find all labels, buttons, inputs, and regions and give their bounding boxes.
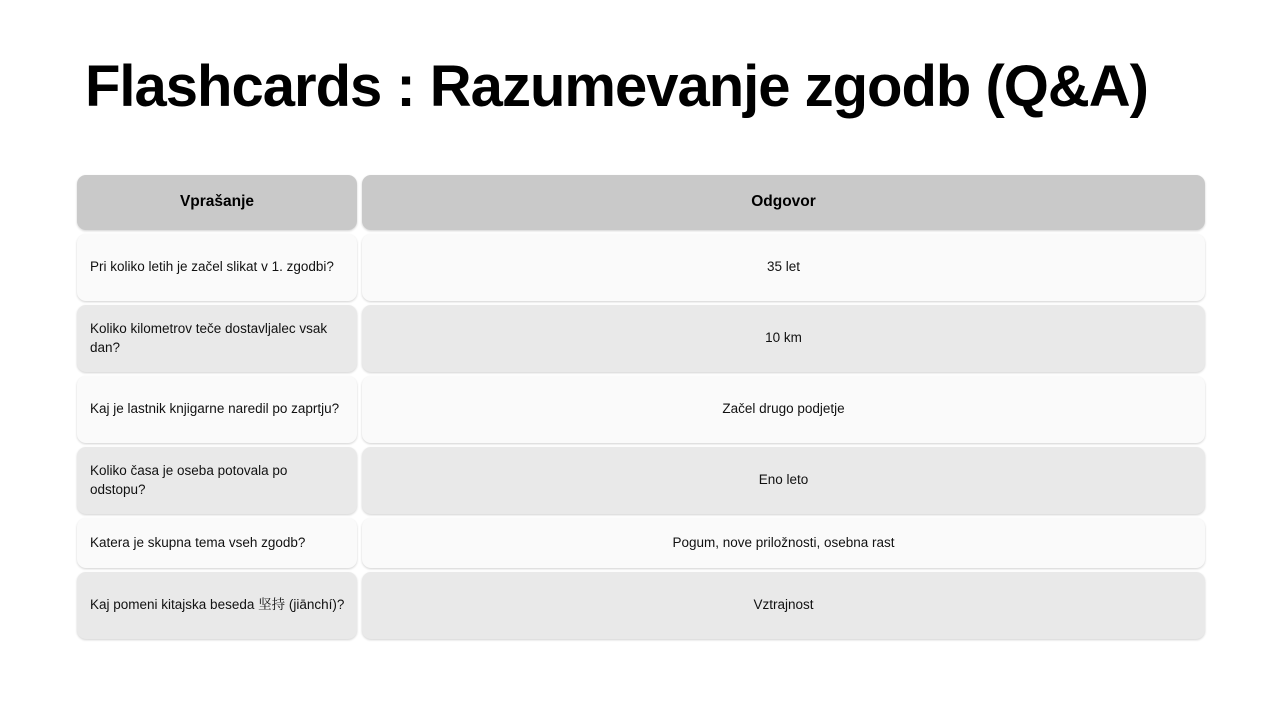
table-row[interactable] <box>77 447 1205 514</box>
question-cell: Kaj pomeni kitajska beseda 坚持 (jiānchí)? <box>77 572 357 639</box>
answer-cell: Vztrajnost <box>362 572 1205 639</box>
question-cell: Koliko kilometrov teče dostavljalec vsak dan? <box>77 305 357 372</box>
table-row[interactable] <box>77 518 1205 568</box>
table-row[interactable] <box>77 572 1205 639</box>
page-title: Flashcards : Razumevanje zgodb (Q&A) <box>85 54 1148 119</box>
column-header-question: Vprašanje <box>77 175 357 230</box>
column-header-answer: Odgovor <box>362 175 1205 230</box>
answer-cell: Eno leto <box>362 447 1205 514</box>
question-cell: Katera je skupna tema vseh zgodb? <box>77 518 357 568</box>
question-cell: Kaj je lastnik knjigarne naredil po zaprtju? <box>77 376 357 443</box>
answer-cell: Pogum, nove priložnosti, osebna rast <box>362 518 1205 568</box>
answer-cell: 35 let <box>362 234 1205 301</box>
table-header-row <box>77 175 1205 230</box>
table-row[interactable] <box>77 234 1205 301</box>
answer-cell: Začel drugo podjetje <box>362 376 1205 443</box>
table-row[interactable] <box>77 376 1205 443</box>
flashcards-table <box>77 175 1205 643</box>
table-row[interactable] <box>77 305 1205 372</box>
question-cell: Koliko časa je oseba potovala po odstopu? <box>77 447 357 514</box>
answer-cell: 10 km <box>362 305 1205 372</box>
question-cell: Pri koliko letih je začel slikat v 1. zgodbi? <box>77 234 357 301</box>
